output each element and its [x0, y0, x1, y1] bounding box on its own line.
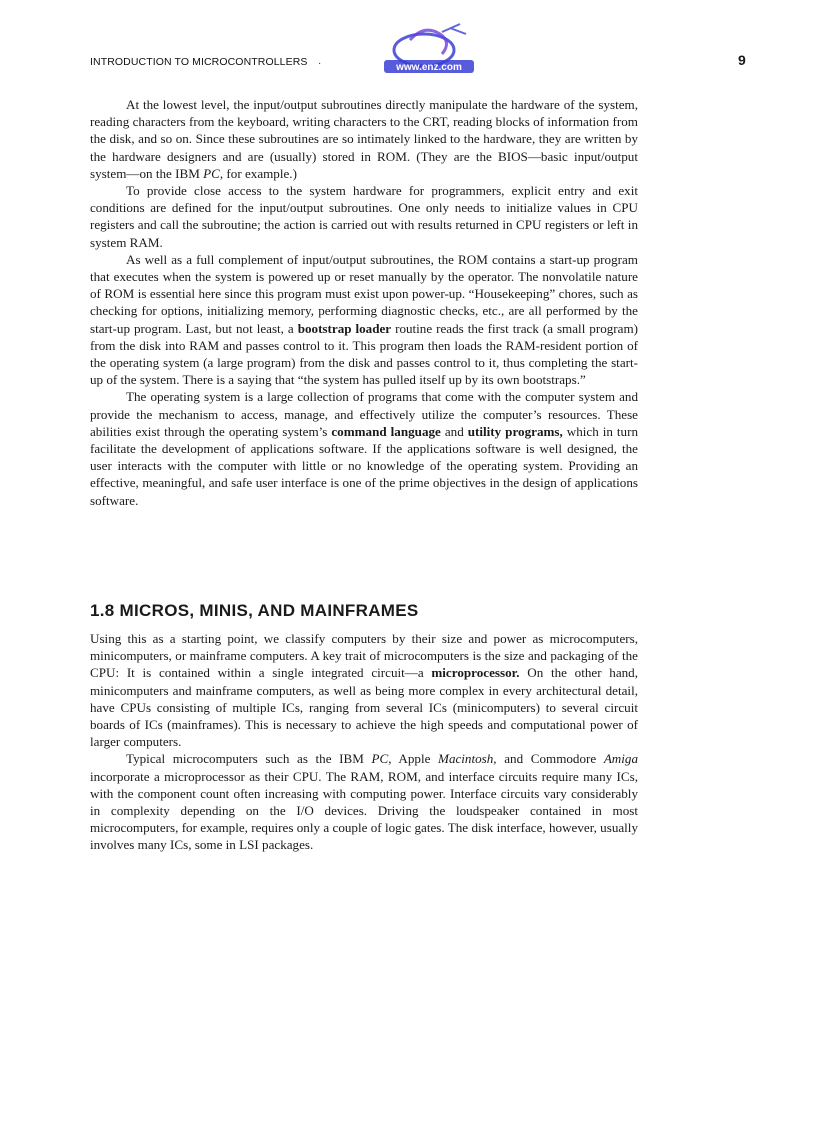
text-run: and	[440, 423, 468, 439]
text-run: Typical microcomputers such as the IBM	[126, 751, 372, 767]
section-body	[90, 630, 638, 854]
bold-term: microprocessor.	[431, 665, 520, 681]
bold-term: utility programs,	[467, 423, 563, 439]
text-run: Apple	[391, 751, 439, 767]
paragraph	[90, 750, 638, 853]
text-run: for example.)	[223, 165, 297, 181]
paragraph	[90, 630, 638, 750]
body-text	[90, 96, 638, 509]
paragraph	[90, 96, 638, 182]
bold-term: command language	[331, 423, 441, 439]
page-number: 9	[738, 52, 746, 68]
italic-term: Macintosh,	[438, 751, 497, 767]
watermark-logo	[380, 20, 476, 76]
running-header: INTRODUCTION TO MICROCONTROLLERS	[90, 56, 308, 68]
text-run: On the other hand, minicomputers and mainframe computers, as well as being more complex in every architectural detail, have CPUs consisting of multiple ICs, ranging from several ICs (minicomputers) to several circuit boards of ICs (mainframes). This is necessary to achieve the high speeds and computational power of larger computers.	[90, 665, 638, 750]
section-heading: 1.8 MICROS, MINIS, AND MAINFRAMES	[90, 601, 419, 620]
italic-term: Amiga	[603, 751, 638, 767]
text-run: As well as a full complement of input/output subroutines, the ROM contains a start-up program that executes when the system is powered up or reset manually by the operator. The nonvolatile nature of ROM is essential here since this program must exist upon power-up. “Housekeeping” chores, such as checking for options, initializing memory, performing diagnostic checks, etc., are all performed by the start-up program. Last, but not least, a	[90, 251, 638, 336]
text-run: Using this as a starting point, we classify computers by their size and power as microcomputers, minicomputers, or mainframe computers. A key trait of microcomputers is the size and packaging of the CPU: It is contained within a single integrated circuit—a	[90, 631, 638, 681]
paragraph	[90, 388, 638, 508]
text-run: At the lowest level, the input/output subroutines directly manipulate the hardware of the system, reading characters from the keyboard, writing characters to the CRT, reading blocks of information from the disk, and so on. Since these subroutines are so intimately linked to the hardware, they are written by the hardware designers and are (usually) stored in ROM. (They are the BIOS—basic input/output system—on the IBM	[90, 97, 638, 181]
text-run: routine reads the first track (a small program) from the disk into RAM and passes control to it. This program then loads the RAM-resident portion of the operating system (a large program) from the disk and passes control to it, thus completing the start-up of the system. There is a saying that “the system has pulled itself up by its own bootstraps.”	[90, 320, 639, 388]
text-run: and Commodore	[496, 751, 604, 767]
italic-term: PC,	[203, 165, 224, 181]
paragraph	[90, 182, 638, 251]
italic-term: PC,	[371, 751, 392, 767]
text-run: incorporate a microprocessor as their CPU. The RAM, ROM, and interface circuits require many ICs, with the component count often increasing with computing power. Interface circuits vary considerably in complexity depending on the I/O devices. Driving the loudspeaker contained in most microcomputers, for example, requires only a couple of logic gates. The disk interface, however, usually involves many ICs, some in LSI packages.	[90, 768, 638, 853]
paragraph	[90, 251, 638, 389]
header-dot: ·	[318, 58, 322, 69]
text-run: To provide close access to the system hardware for programmers, explicit entry and exit conditions are defined for the input/output subroutines. One only needs to initialize values in CPU registers and call the subroutine; the action is carried out with results returned in CPU registers or left in system RAM.	[90, 183, 638, 250]
bold-term: bootstrap loader	[297, 320, 392, 336]
text-run: The operating system is a large collection of programs that come with the computer system and provide the mechanism to access, manage, and effectively utilize the computer’s resources. These abilities exist through the operating system’s	[90, 389, 638, 439]
text-run: which in turn facilitate the development of applications software. If the applications software is well designed, the user interacts with the computer with little or no knowledge of the operating system. Providing an effective, meaningful, and safe user interface is one of the prime objectives in the design of applications software.	[90, 423, 639, 508]
logo-text: www.enz.com	[396, 62, 462, 73]
